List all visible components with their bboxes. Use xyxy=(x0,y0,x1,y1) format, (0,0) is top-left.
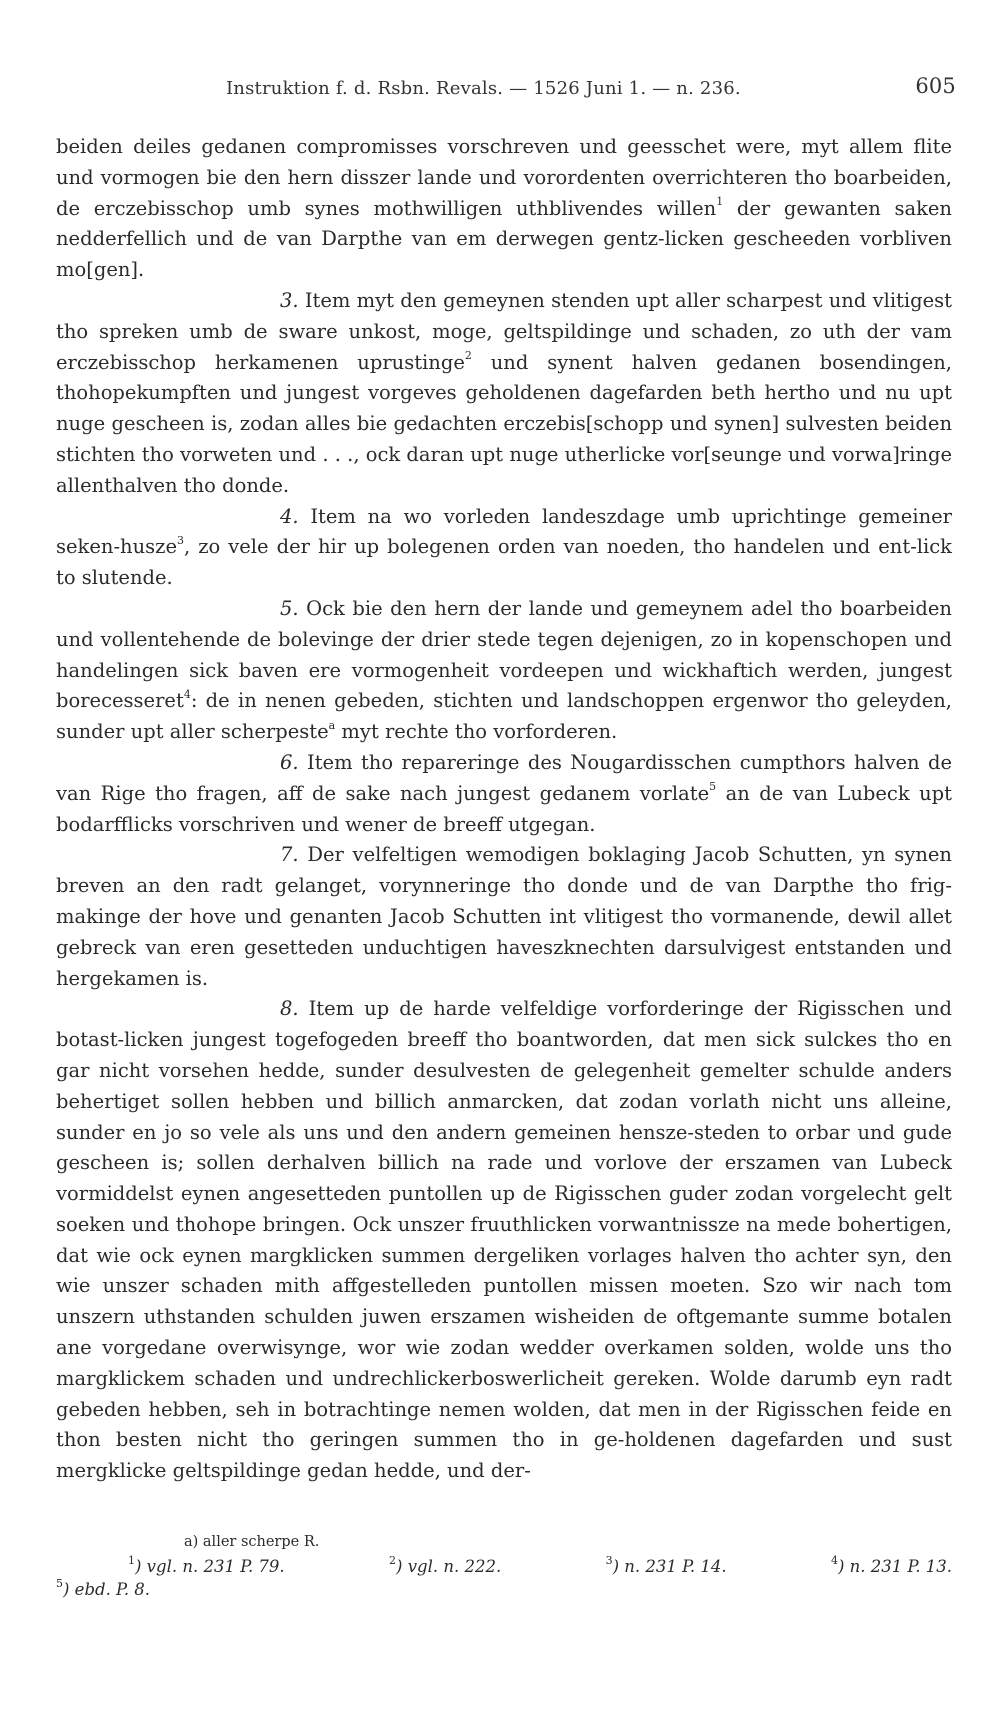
footnote-ref-1: 1 xyxy=(716,195,724,209)
footnote-ref-3: 3 xyxy=(177,533,184,547)
running-header xyxy=(226,74,956,99)
footnote-1: $^1$) vgl. n. 231 P. 79. xyxy=(128,1553,285,1576)
footnote-2: $^2$) vgl. n. 222. xyxy=(389,1553,502,1576)
item-number: 5. xyxy=(280,596,299,620)
item-number: 6. xyxy=(280,750,299,774)
footnote-a: a) aller scherpe R. xyxy=(184,1534,320,1550)
footnote-ref-a: a xyxy=(328,718,336,732)
footnote-ref-5: 5 xyxy=(709,780,717,794)
paragraph-item-7: 7. Der velfeltigen wemodigen boklaging Jacob Schutten, yn synen breven an den radt gelanget, vorynneringe tho donde und de van Darpthe tho frig-makinge der hove und genanten Jacob Schutten int vlitigest tho vormanende, dewil allet gebreck van eren gesetteden unduchtigen haveszknechten darsulvigest entstanden und hergekamen is. xyxy=(56,843,952,990)
footnote-ref-2: 2 xyxy=(464,349,472,363)
item-number: 7. xyxy=(280,843,299,867)
paragraph-continuation: beiden deiles gedanen compromisses vorschreven und geesschet were, myt allem flite und vormogen bie den hern disszer lande und vorordenten overrichteren tho boarbeiden, de erczebisschop umb synes mothwilligen uthblivendes willen$^1$ der gewanten saken nedderfellich und de van Darpthe van em derwegen gentz-licken gescheeden vorbliven mo[gen]. xyxy=(56,135,952,282)
page-number: 605 xyxy=(915,74,956,98)
paragraph-item-3: 3. Item myt den gemeynen stenden upt aller scharpest und vlitigest tho spreken umb de sware unkost, moge, geltspildinge und schaden, zo uth der vam erczebisschop herkamenen uprustinge$^2$ und synent halven gedanen bosendingen, thohopekumpften und jungest vorgeves geholdenen dagefarden beth hertho und nu upt nuge gescheen is, zodan alles bie gedachten erczebis[schopp und synen] sulvesten beiden stichten tho vorweten und . . ., ock daran upt nuge utherlicke vor[seunge und vorwa]ringe allenthalven tho donde. xyxy=(56,288,952,497)
paragraph-item-4: 4. Item na wo vorleden landeszdage umb uprichtinge gemeiner seken-husze$^3$, zo vele der hir up bolegenen orden van noeden, tho handelen und ent-lick to slutende. xyxy=(56,504,952,590)
running-title: Instruktion f. d. Rsbn. Revals. — 1526 Juni 1. — n. 236. xyxy=(226,78,741,99)
footnote-ref-4: 4 xyxy=(183,687,191,701)
paragraph-item-8: 8. Item up de harde velfeldige vorforderinge der Rigisschen und botast-licken jungest togefogeden breeff tho boantworden, dat men sick sulckes tho en gar nicht vorsehen hedde, sunder desulvesten de gelegenheit gemelter schulde anders behertiget sollen hebben und billich anmarcken, dat zodan vorlath nicht uns alleine, sunder en jo so vele als uns und den andern gemeinen hensze-steden to orbar und gude gescheen is; sollen derhalven billich na rade und vorlove der erszamen van Lubeck vormiddelst eynen angesetteden puntollen up de Rigisschen guder zodan vorgelecht gelt soeken und thohope bringen. Ock unszer fruuthlicken vorwantnissze na mede bohertigen, dat wie ock eynen margklicken summen dergeliken vorlages halven tho achter syn, den wie unszer schaden mith affgestelleden puntollen missen moeten. Szo wir nach tom unszern uthstanden schulden juwen erszamen wisheiden de oftgemante summe botalen ane vorgedane overwisynge, wor wie zodan wedder overkamen solden, wolde uns tho margklickem schaden und undrechlickerboswerlicheit gereken. Wolde darumb eyn radt gebeden hebben, seh in botrachtinge nemen wolden, dat men in der Rigisschen feide en thon besten nicht tho geringen summen tho in ge-holdenen dagefarden und sust mergklicke geltspildinge gedan hedde, und der- xyxy=(56,997,952,1483)
paragraph-item-6: 6. Item tho repareringe des Nougardisschen cumpthors halven de van Rige tho fragen, aff de sake nach jungest gedanem vorlate$^5$ an de van Lubeck upt bodarfflicks vorschriven und wener de breeff utgegan. xyxy=(56,750,952,836)
document-body xyxy=(56,132,952,1487)
footnote-4: $^4$) n. 231 P. 13. xyxy=(830,1553,952,1576)
footnote-row xyxy=(56,1555,952,1578)
item-number: 4. xyxy=(280,504,299,528)
footnote-5: $^5$) ebd. P. 8. xyxy=(56,1576,151,1599)
item-number: 3. xyxy=(280,288,299,312)
footnote-3: $^3$) n. 231 P. 14. xyxy=(605,1553,727,1576)
paragraph-item-5: 5. Ock bie den hern der lande und gemeynem adel tho boarbeiden und vollentehende de bolevinge der drier stede tegen dejenigen, zo in kopenschopen und handelingen sick baven ere vormogenheit vordeepen und wickhaftich werden, jungest borecesseret$^4$: de in nenen gebeden, stichten und landschoppen ergenwor tho geleyden, sunder upt aller scherpeste$^a$ myt rechte tho vorforderen. xyxy=(56,596,952,744)
item-number: 8. xyxy=(280,997,299,1021)
footnotes xyxy=(56,1555,952,1601)
